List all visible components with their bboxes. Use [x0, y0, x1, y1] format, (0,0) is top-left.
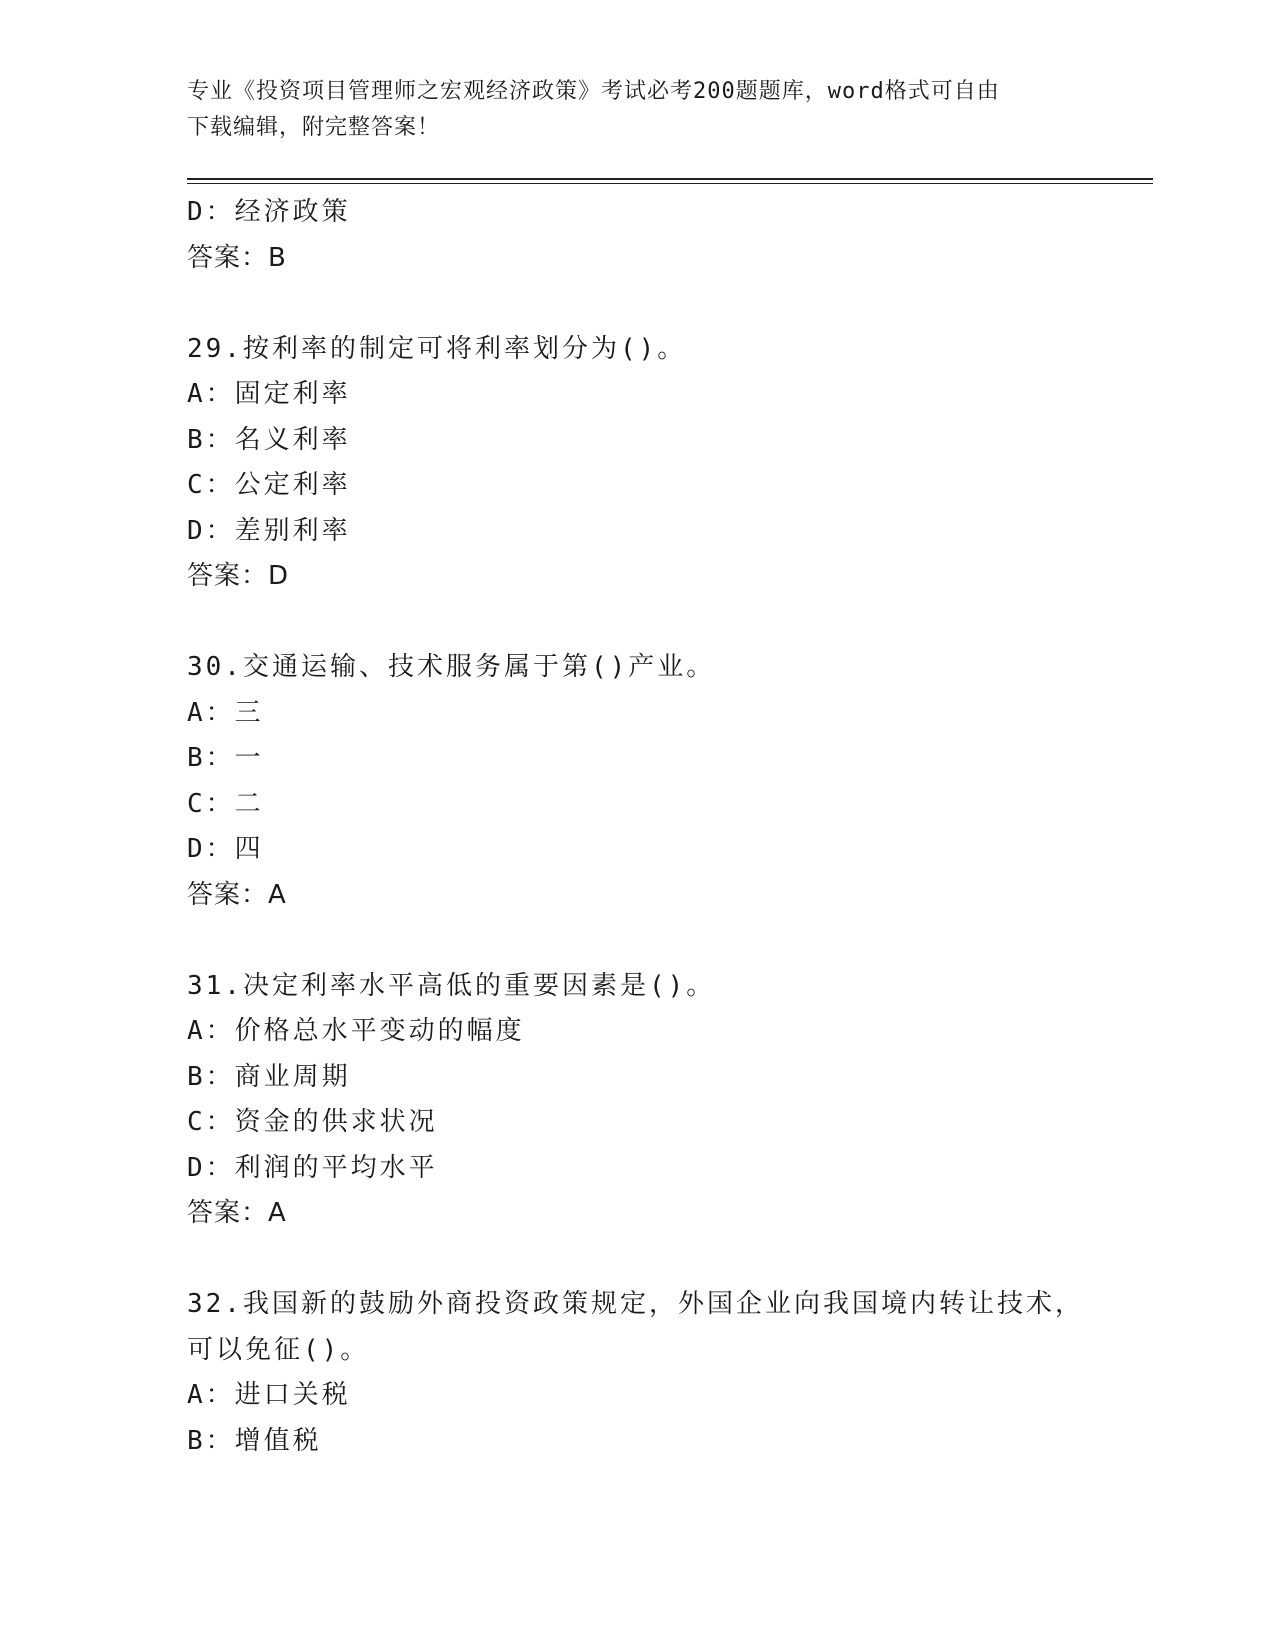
question-stem-line-1: 32.我国新的鼓励外商投资政策规定，外国企业向我国境内转让技术， [187, 1289, 1084, 1319]
option-d: D：四 [187, 834, 264, 864]
question-stem: 30.交通运输、技术服务属于第()产业。 [187, 652, 716, 682]
option-a: A：进口关税 [187, 1380, 351, 1410]
option-c: C：二 [187, 788, 264, 819]
option-d: D：经济政策 [187, 197, 351, 227]
option-c: C：资金的供求状况 [187, 1107, 438, 1137]
header-line-2: 下载编辑，附完整答案！ [187, 115, 441, 140]
spacer [187, 600, 1107, 646]
option-d: D：利润的平均水平 [187, 1152, 438, 1183]
header-rule-thick [187, 178, 1153, 180]
question-stem-line-2: 可以免征()。 [187, 1334, 370, 1365]
spacer [187, 281, 1107, 327]
header-line-1: 专业《投资项目管理师之宏观经济政策》考试必考200题题库，word格式可自由 [187, 79, 1000, 104]
header-rule-thin [187, 183, 1153, 184]
option-b: B：一 [187, 743, 264, 773]
question-32 [187, 1282, 1107, 1464]
answer: 答案：A [187, 879, 287, 910]
document-header [187, 74, 1087, 146]
answer: 答案：D [187, 561, 290, 591]
question-31 [187, 964, 1107, 1237]
question-29 [187, 327, 1107, 600]
option-b: B：商业周期 [187, 1061, 351, 1092]
question-stem: 31.决定利率水平高低的重要因素是()。 [187, 970, 716, 1001]
question-stem: 29.按利率的制定可将利率划分为()。 [187, 333, 687, 364]
spacer [187, 1237, 1107, 1283]
spacer [187, 918, 1107, 964]
option-a: A：三 [187, 697, 264, 728]
option-a: A：固定利率 [187, 379, 351, 409]
option-a: A：价格总水平变动的幅度 [187, 1016, 525, 1046]
option-c: C：公定利率 [187, 470, 351, 500]
answer: 答案：A [187, 1198, 287, 1228]
question-content [187, 190, 1107, 1464]
option-b: B：名义利率 [187, 424, 351, 455]
option-b: B：增值税 [187, 1425, 322, 1456]
question-30 [187, 645, 1107, 918]
option-d: D：差别利率 [187, 515, 351, 546]
answer: 答案：B [187, 242, 287, 273]
